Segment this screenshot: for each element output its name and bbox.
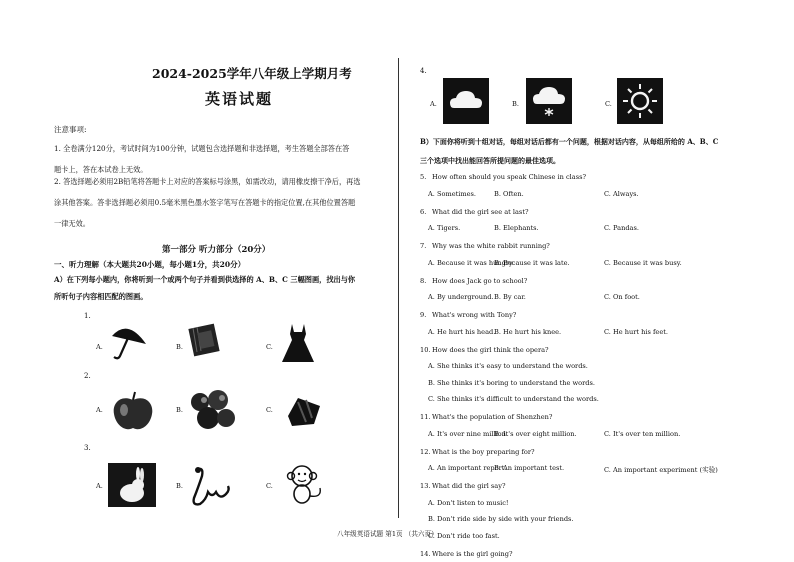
question-text: How does Jack go to school? bbox=[432, 276, 528, 285]
exam-subtitle: 英语试题 bbox=[205, 90, 274, 108]
answer-option[interactable]: A. He hurt his head. bbox=[428, 327, 496, 336]
question-text: Where is the girl going? bbox=[432, 549, 513, 558]
option-letter: B. bbox=[176, 406, 183, 414]
answer-option[interactable]: C. Always. bbox=[604, 189, 639, 198]
answer-option[interactable]: C. Because it was busy. bbox=[604, 258, 682, 267]
option-letter: B. bbox=[176, 343, 183, 351]
notebook-icon bbox=[187, 322, 221, 358]
answer-option[interactable]: C. It's over ten million. bbox=[604, 429, 681, 438]
note-1-line-1: 1. 全卷满分120分，考试时间为100分钟，试题包含选择题和非选择题，考生答题全部答在答 bbox=[54, 144, 350, 153]
option-letter: A. bbox=[96, 406, 103, 414]
question-number: 11. bbox=[420, 413, 431, 421]
note-2 bbox=[54, 171, 366, 234]
apple-icon bbox=[110, 390, 156, 432]
section-a-instr-line-1: A）在下列每小题内，你将听到一个或两个句子并看到供选择的 A、B、C 三幅图画，找出与你 bbox=[54, 275, 356, 284]
answer-option[interactable]: B. It's over eight million. bbox=[494, 429, 577, 438]
answer-option[interactable]: A. An important report. bbox=[428, 464, 507, 472]
monkey-icon bbox=[284, 462, 326, 506]
dress-icon bbox=[280, 322, 316, 364]
section-b-line-1: B）下面你将听到十组对话，每组对话后都有一个问题，根据对话内容，从每组所给的 A、B、C bbox=[420, 137, 719, 146]
question-stem bbox=[420, 550, 513, 558]
answer-option[interactable]: B. She thinks it's boring to understand the words. bbox=[428, 378, 595, 387]
question-text: What did the girl see at last? bbox=[432, 207, 529, 216]
section-a-instr-line-2: 所听句子内容相匹配的图画。 bbox=[54, 292, 148, 301]
page-footer: 八年级英语试题 第1页 （共六页） bbox=[337, 530, 438, 538]
answer-option[interactable]: A. Don't listen to music! bbox=[428, 498, 509, 507]
question-number: 7. bbox=[420, 242, 427, 250]
cloudy-icon bbox=[443, 78, 489, 124]
question-number: 12. bbox=[420, 447, 431, 456]
question-text: What's wrong with Tony? bbox=[432, 311, 517, 319]
rabbit-icon bbox=[108, 463, 156, 507]
umbrella-icon bbox=[106, 322, 150, 362]
question-stem bbox=[420, 242, 550, 250]
option-letter: B. bbox=[176, 482, 183, 490]
answer-option[interactable]: C. Pandas. bbox=[604, 224, 639, 232]
section-a-instructions bbox=[54, 271, 366, 305]
note-2-line-1: 2. 答选择题必须用2B铅笔将答题卡上对应的答案标号涂黑，如需改动，请用橡皮擦干净后，再选 bbox=[54, 177, 361, 186]
part1-heading: 第一部分 听力部分（20分） bbox=[162, 245, 271, 255]
question-number: 10. bbox=[420, 345, 431, 354]
option-letter: A. bbox=[96, 343, 103, 351]
question-number: 13. bbox=[420, 482, 431, 490]
question-stem bbox=[420, 346, 549, 354]
column-divider bbox=[398, 58, 399, 518]
option-letter: C. bbox=[266, 406, 273, 414]
question-number: 4. bbox=[420, 67, 427, 75]
question-number: 1. bbox=[84, 312, 91, 320]
question-stem bbox=[420, 413, 552, 421]
grapes-icon bbox=[188, 388, 236, 434]
question-number: 6. bbox=[420, 207, 427, 216]
question-number: 3. bbox=[84, 444, 91, 452]
question-text: What did the girl say? bbox=[432, 482, 506, 490]
answer-option[interactable]: B. Elephants. bbox=[494, 224, 539, 232]
option-letter: C. bbox=[605, 100, 612, 108]
question-text: How does the girl think the opera? bbox=[432, 345, 549, 354]
exam-title: 2024-2025学年八年级上学期月考 bbox=[152, 66, 352, 81]
note-1-line-2: 题卡上，答在本试卷上无效。 bbox=[54, 165, 148, 174]
note-2-line-2: 涂其他答案。答非选择题必须用0.5毫米黑色墨水签字笔写在答题卡的指定位置,在其他位置答题 bbox=[54, 198, 356, 207]
question-text: Why was the white rabbit running? bbox=[432, 242, 550, 250]
question-number: 14. bbox=[420, 549, 431, 558]
option-letter: C. bbox=[266, 482, 273, 490]
answer-option[interactable]: A. Sometimes. bbox=[428, 189, 476, 198]
question-number: 5. bbox=[420, 173, 427, 181]
question-stem bbox=[420, 311, 516, 319]
question-stem bbox=[420, 482, 506, 490]
answer-option[interactable]: B. Don't ride side by side with your friends. bbox=[428, 515, 574, 523]
question-number: 8. bbox=[420, 276, 427, 285]
question-number: 9. bbox=[420, 311, 427, 319]
section-b-instructions bbox=[420, 132, 780, 170]
option-letter: B. bbox=[512, 100, 519, 108]
section-a-heading: 一、听力理解（本大题共20小题，每小题1分，共20分） bbox=[54, 260, 246, 269]
note-2-line-3: 一律无效。 bbox=[54, 219, 90, 228]
snake-icon bbox=[188, 464, 234, 508]
question-stem bbox=[420, 173, 586, 181]
answer-option[interactable]: B. An important test. bbox=[494, 464, 565, 472]
sunny-icon bbox=[617, 78, 663, 124]
answer-option[interactable]: B. Because it was late. bbox=[494, 258, 570, 267]
answer-option[interactable]: B. Often. bbox=[494, 189, 524, 198]
question-text: What's the population of Shenzhen? bbox=[432, 413, 553, 421]
question-text: What is the boy preparing for? bbox=[432, 447, 535, 456]
option-letter: A. bbox=[430, 100, 437, 108]
answer-option[interactable]: C. He hurt his feet. bbox=[604, 327, 668, 336]
answer-option[interactable]: A. By underground. bbox=[428, 293, 494, 301]
question-text: How often should you speak Chinese in class? bbox=[432, 173, 587, 181]
answer-option[interactable]: C. An important experiment (实验) bbox=[604, 466, 718, 474]
option-letter: C. bbox=[266, 343, 273, 351]
answer-option[interactable]: B. By car. bbox=[494, 293, 526, 301]
question-stem bbox=[420, 277, 527, 285]
answer-option[interactable]: C. On foot. bbox=[604, 293, 640, 301]
question-number: 2. bbox=[84, 372, 91, 380]
answer-option[interactable]: A. Because it was hungry. bbox=[428, 258, 514, 267]
answer-option[interactable]: C. She thinks it's difficult to understand the words. bbox=[428, 395, 599, 403]
answer-option[interactable]: C. Don't ride too fast. bbox=[428, 531, 500, 540]
cake-icon bbox=[284, 392, 324, 430]
question-stem bbox=[420, 208, 529, 216]
answer-option[interactable]: A. She thinks it's easy to understand the words. bbox=[428, 362, 588, 370]
snowy-icon bbox=[526, 78, 572, 124]
question-stem bbox=[420, 448, 535, 456]
answer-option[interactable]: A. It's over nine million. bbox=[428, 429, 508, 438]
notes-heading: 注意事项: bbox=[54, 125, 87, 134]
answer-option[interactable]: B. He hurt his knee. bbox=[494, 327, 562, 336]
section-b-line-2: 三个选项中找出能回答所提问题的最佳选项。 bbox=[420, 156, 560, 165]
answer-option[interactable]: A. Tigers. bbox=[428, 224, 461, 232]
option-letter: A. bbox=[96, 482, 103, 490]
